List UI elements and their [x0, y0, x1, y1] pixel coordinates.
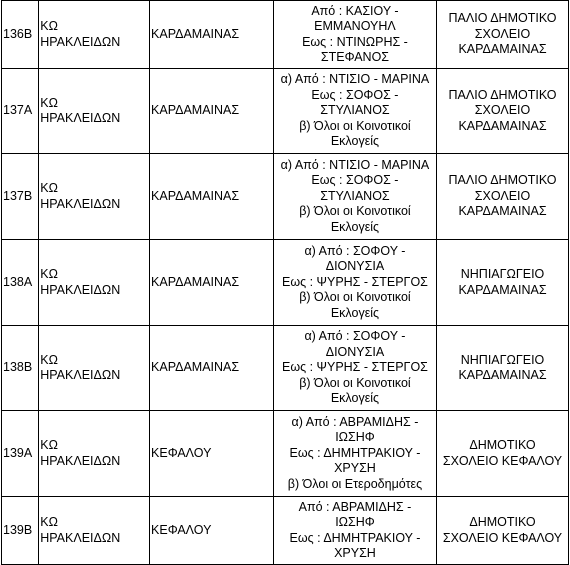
voter-range-line: α) Από : ΝΤΙΣΙΟ - ΜΑΡΙΝΑ: [280, 72, 430, 87]
polling-station-line: ΔΗΜΟΤΙΚΟ: [469, 438, 536, 452]
voter-range-line: Από : ΑΒΡΑΜΙΔΗΣ -: [298, 499, 412, 514]
municipality-cell: [39, 497, 150, 565]
municipality-line: ΚΩ: [40, 181, 58, 195]
voter-range-line: α) Από : ΣΟΦΟΥ -: [304, 243, 406, 258]
municipality-line: ΚΩ: [40, 515, 58, 529]
municipality-line: ΚΩ: [40, 19, 58, 33]
voter-range-line: β) Όλοι οι Κοινοτικοί: [299, 204, 411, 219]
voter-range-line: ΣΤΥΛΙΑΝΟΣ: [320, 188, 390, 203]
unit-cell: ΚΑΡΔΑΜΑΙΝΑΣ: [150, 1, 274, 69]
municipality-line: ΗΡΑΚΛΕΙΔΩΝ: [40, 282, 121, 297]
station-code-cell: 139Β: [2, 497, 39, 565]
polling-station-line: ΣΧΟΛΕΙΟ: [474, 103, 531, 118]
unit-cell: ΚΕΦΑΛΟΥ: [150, 411, 274, 497]
municipality-line: ΗΡΑΚΛΕΙΔΩΝ: [40, 453, 121, 468]
voter-range-cell: [273, 411, 436, 497]
polling-station-line: ΣΧΟΛΕΙΟ ΚΕΦΑΛΟΥ: [442, 453, 563, 468]
table-row: [2, 154, 569, 240]
voter-range-line: ΔΙΟΝΥΣΙΑ: [325, 344, 385, 359]
table-row: [2, 69, 569, 154]
polling-station-line: ΚΑΡΔΑΜΑΙΝΑΣ: [458, 42, 547, 57]
voter-range-line: Εκλογείς: [330, 391, 380, 406]
polling-station-line: ΝΗΠΙΑΓΩΓΕΙΟ: [460, 267, 545, 281]
voter-range-line: ΣΤΕΦΑΝΟΣ: [320, 50, 390, 64]
municipality-line: ΚΩ: [40, 95, 58, 110]
station-code-cell: 139Α: [2, 411, 39, 497]
table-row: [2, 1, 569, 69]
polling-station-cell: [437, 240, 569, 326]
voter-range-line: β) Όλοι οι Κοινοτικοί: [299, 118, 411, 133]
polling-station-table: [1, 0, 569, 565]
municipality-line: ΗΡΑΚΛΕΙΔΩΝ: [40, 530, 121, 545]
municipality-line: ΚΩ: [40, 267, 58, 281]
voter-range-line: ΕΜΜΑΝΟΥΗΛ: [314, 19, 396, 33]
voter-range-cell: [273, 326, 436, 411]
station-code-cell: 137Β: [2, 154, 39, 240]
voter-range-line: ΧΡΥΣΗ: [334, 461, 376, 476]
municipality-line: ΚΩ: [40, 438, 58, 452]
voter-range-line: Εως : ΣΟΦΟΣ -: [311, 173, 399, 188]
polling-station-cell: [437, 154, 569, 240]
voter-range-line: β) Όλοι οι Ετεροδημότες: [287, 476, 423, 491]
voter-range-line: α) Από : ΣΟΦΟΥ -: [304, 329, 406, 344]
voter-range-line: Εως : ΝΤΙΝΩΡΗΣ -: [302, 34, 408, 49]
polling-station-cell: [437, 1, 569, 69]
table-row: [2, 411, 569, 497]
voter-range-cell: [273, 497, 436, 565]
voter-range-cell: [273, 154, 436, 240]
polling-station-line: ΚΑΡΔΑΜΑΙΝΑΣ: [458, 118, 547, 133]
unit-cell: ΚΑΡΔΑΜΑΙΝΑΣ: [150, 240, 274, 326]
voter-range-line: ΧΡΥΣΗ: [334, 546, 376, 560]
table-body: [2, 1, 569, 565]
municipality-line: ΗΡΑΚΛΕΙΔΩΝ: [40, 34, 121, 49]
municipality-cell: [39, 1, 150, 69]
polling-station-line: ΣΧΟΛΕΙΟ: [474, 188, 531, 203]
municipality-cell: [39, 154, 150, 240]
polling-station-cell: [437, 69, 569, 154]
voter-range-line: Εκλογείς: [330, 219, 380, 234]
municipality-cell: [39, 326, 150, 411]
polling-station-line: ΠΑΛΙΟ ΔΗΜΟΤΙΚΟ: [448, 11, 557, 26]
voter-range-line: β) Όλοι οι Κοινοτικοί: [299, 375, 411, 390]
municipality-line: ΗΡΑΚΛΕΙΔΩΝ: [40, 111, 121, 125]
voter-range-cell: [273, 240, 436, 326]
voter-range-line: ΣΤΥΛΙΑΝΟΣ: [320, 103, 390, 118]
municipality-line: ΗΡΑΚΛΕΙΔΩΝ: [40, 196, 121, 211]
table-row: [2, 497, 569, 565]
station-code-cell: 136Β: [2, 1, 39, 69]
voter-range-line: Εκλογείς: [330, 305, 380, 320]
voter-range-line: ΙΩΣΗΦ: [335, 430, 375, 445]
voter-range-line: α) Από : ΑΒΡΑΜΙΔΗΣ -: [291, 414, 419, 429]
voter-range-line: Εως : ΔΗΜΗΤΡΑΚΙΟΥ -: [289, 445, 421, 460]
polling-station-line: ΚΑΡΔΑΜΑΙΝΑΣ: [458, 368, 547, 382]
voter-range-cell: [273, 1, 436, 69]
municipality-cell: [39, 240, 150, 326]
voter-range-cell: [273, 69, 436, 154]
municipality-line: ΗΡΑΚΛΕΙΔΩΝ: [40, 368, 121, 382]
polling-station-line: ΔΗΜΟΤΙΚΟ: [469, 515, 536, 529]
voter-range-line: ΙΩΣΗΦ: [335, 515, 375, 529]
voter-range-line: Εως : ΔΗΜΗΤΡΑΚΙΟΥ -: [289, 530, 421, 545]
unit-cell: ΚΑΡΔΑΜΑΙΝΑΣ: [150, 326, 274, 411]
unit-cell: ΚΑΡΔΑΜΑΙΝΑΣ: [150, 69, 274, 154]
polling-station-line: ΠΑΛΙΟ ΔΗΜΟΤΙΚΟ: [448, 87, 557, 102]
station-code-cell: 137Α: [2, 69, 39, 154]
polling-station-line: ΣΧΟΛΕΙΟ ΚΕΦΑΛΟΥ: [442, 530, 563, 545]
municipality-cell: [39, 69, 150, 154]
municipality-cell: [39, 411, 150, 497]
polling-station-cell: [437, 497, 569, 565]
table-row: [2, 240, 569, 326]
station-code-cell: 138Β: [2, 326, 39, 411]
voter-range-line: Εως : ΨΥΡΗΣ - ΣΤΕΡΓΟΣ: [282, 360, 428, 375]
polling-station-line: ΠΑΛΙΟ ΔΗΜΟΤΙΚΟ: [448, 173, 557, 188]
voter-range-line: β) Όλοι οι Κοινοτικοί: [299, 290, 411, 305]
table-row: [2, 326, 569, 411]
polling-station-line: ΣΧΟΛΕΙΟ: [474, 26, 531, 41]
unit-cell: ΚΑΡΔΑΜΑΙΝΑΣ: [150, 154, 274, 240]
voter-range-line: Εκλογείς: [330, 134, 380, 149]
voter-range-line: ΔΙΟΝΥΣΙΑ: [325, 259, 385, 274]
unit-cell: ΚΕΦΑΛΟΥ: [150, 497, 274, 565]
voter-range-line: Εως : ΨΥΡΗΣ - ΣΤΕΡΓΟΣ: [282, 274, 428, 289]
polling-station-line: ΚΑΡΔΑΜΑΙΝΑΣ: [458, 282, 547, 297]
station-code-cell: 138Α: [2, 240, 39, 326]
polling-station-cell: [437, 326, 569, 411]
polling-station-line: ΚΑΡΔΑΜΑΙΝΑΣ: [458, 204, 547, 219]
polling-station-line: ΝΗΠΙΑΓΩΓΕΙΟ: [460, 352, 545, 367]
voter-range-line: Εως : ΣΟΦΟΣ -: [311, 87, 399, 102]
voter-range-line: α) Από : ΝΤΙΣΙΟ - ΜΑΡΙΝΑ: [280, 157, 430, 172]
voter-range-line: Από : ΚΑΣΙΟΥ -: [311, 3, 399, 18]
municipality-line: ΚΩ: [40, 352, 58, 367]
polling-station-cell: [437, 411, 569, 497]
